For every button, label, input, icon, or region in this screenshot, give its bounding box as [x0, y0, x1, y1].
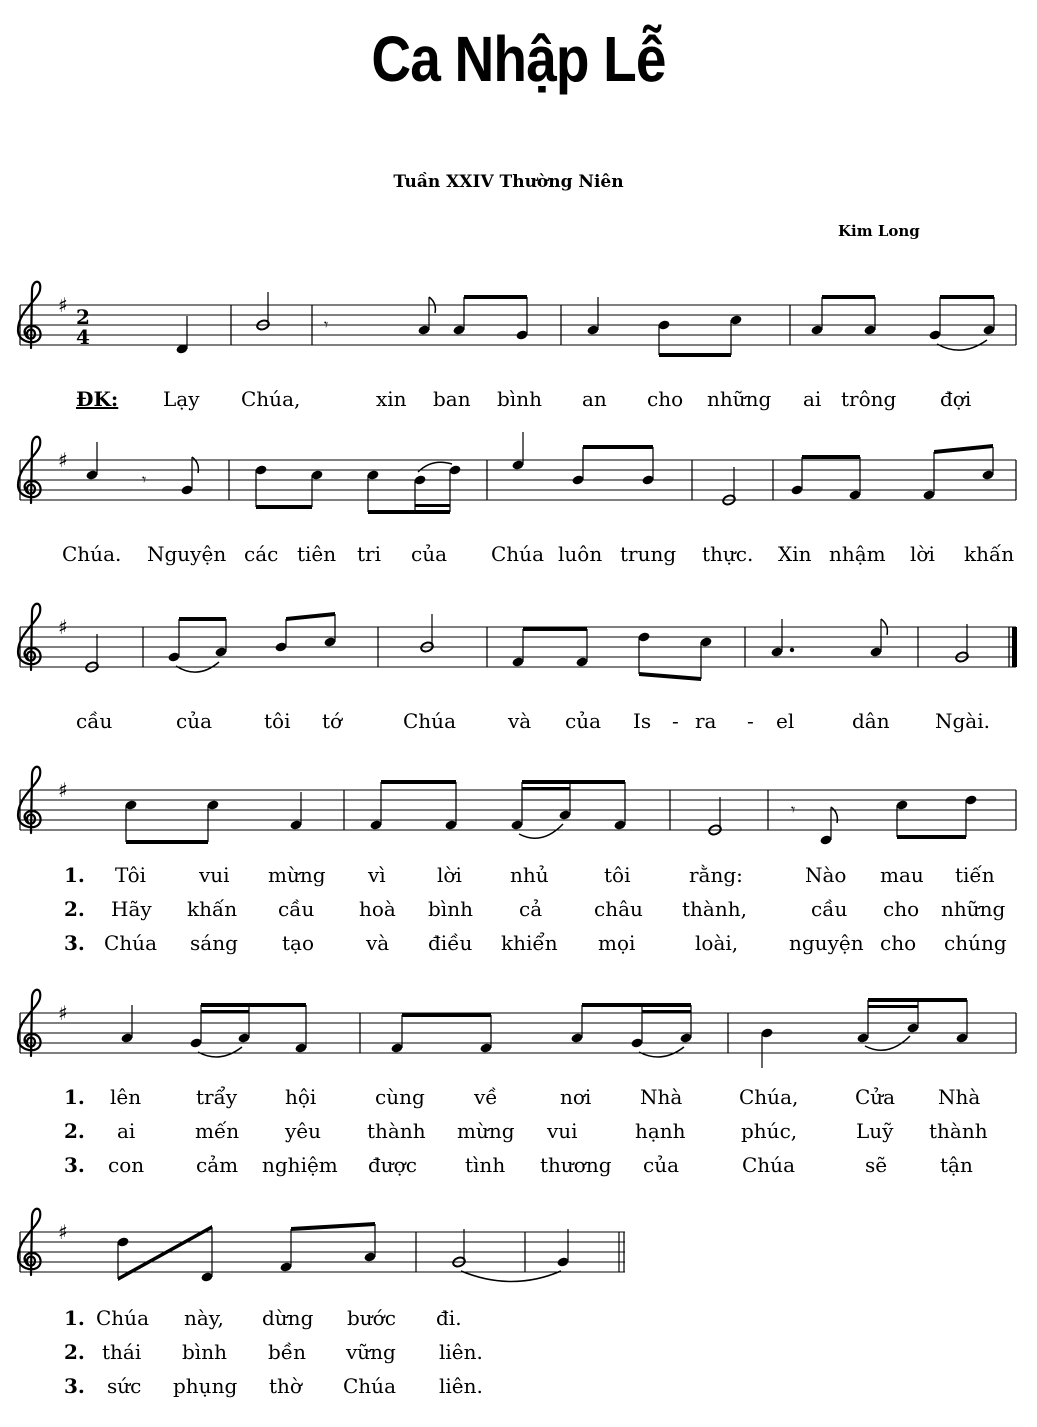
svg-text:cho: cho: [647, 387, 684, 411]
svg-text:3.: 3.: [64, 1374, 85, 1398]
svg-text:Chúa: Chúa: [491, 542, 544, 566]
staff-lines: [20, 1232, 625, 1272]
svg-text:con: con: [108, 1153, 145, 1177]
svg-text:trẩy: trẩy: [196, 1085, 238, 1109]
svg-text:những: những: [941, 897, 1006, 921]
lyrics-system-2: [62, 542, 1014, 566]
svg-text:lời: lời: [910, 542, 935, 566]
svg-text:nguyện: nguyện: [789, 931, 864, 955]
svg-text:Xin: Xin: [778, 542, 812, 566]
svg-text:loài,: loài,: [695, 931, 739, 955]
svg-text:phúc,: phúc,: [741, 1119, 798, 1143]
svg-text:và: và: [508, 709, 532, 733]
svg-text:1.: 1.: [64, 1085, 85, 1109]
composer-name: Kim Long: [838, 222, 920, 240]
svg-text:thành,: thành,: [682, 897, 747, 921]
svg-text:Cửa: Cửa: [855, 1085, 896, 1109]
svg-text:này,: này,: [184, 1306, 224, 1330]
svg-text:cầu: cầu: [76, 709, 113, 733]
svg-text:Chúa: Chúa: [343, 1374, 396, 1398]
svg-text:Hãy: Hãy: [111, 897, 152, 921]
svg-text:bình: bình: [182, 1340, 227, 1364]
svg-text:nơi: nơi: [560, 1085, 592, 1109]
svg-text:tiên: tiên: [297, 542, 337, 566]
lyrics-system-6: [64, 1306, 483, 1398]
svg-text:liên.: liên.: [439, 1374, 483, 1398]
svg-text:Nhà: Nhà: [938, 1085, 981, 1109]
system-4: [18, 767, 1016, 846]
lyrics-system-3: [76, 709, 990, 733]
svg-text:mến: mến: [195, 1119, 240, 1143]
svg-text:xin: xin: [376, 387, 407, 411]
svg-text:mừng: mừng: [457, 1119, 515, 1143]
svg-text:cầu: cầu: [278, 897, 315, 921]
svg-text:nghiệm: nghiệm: [262, 1153, 338, 1177]
song-title: Ca Nhập Lễ: [371, 23, 666, 95]
svg-text:bền: bền: [268, 1340, 306, 1364]
svg-text:cùng: cùng: [375, 1085, 425, 1109]
svg-text:khấn: khấn: [187, 897, 238, 921]
svg-text:mừng: mừng: [268, 863, 326, 887]
svg-text:luôn: luôn: [558, 542, 603, 566]
svg-text:của: của: [411, 542, 448, 566]
svg-text:khấn: khấn: [964, 542, 1015, 566]
time-sig-top: 2: [76, 305, 90, 329]
svg-text:thương: thương: [540, 1153, 612, 1177]
sharp-icon: ♯: [58, 448, 68, 472]
time-sig-bottom: 4: [76, 325, 90, 349]
sharp-icon: ♯: [58, 778, 68, 802]
svg-text:Chúa.: Chúa.: [62, 542, 122, 566]
svg-text:1.: 1.: [64, 863, 85, 887]
svg-text:2.: 2.: [64, 1340, 85, 1364]
svg-text:2.: 2.: [64, 1119, 85, 1143]
svg-text:ai: ai: [803, 387, 822, 411]
svg-text:Is: Is: [633, 709, 652, 733]
svg-text:hội: hội: [285, 1085, 317, 1109]
svg-text:khiển: khiển: [501, 931, 558, 955]
sharp-icon: ♯: [58, 293, 68, 317]
svg-text:sẽ: sẽ: [865, 1153, 888, 1177]
svg-text:châu: châu: [594, 897, 643, 921]
svg-text:ban: ban: [433, 387, 471, 411]
svg-text:vì: vì: [368, 863, 386, 887]
refrain-label: ĐK:: [76, 387, 119, 411]
svg-text:cả: cả: [519, 897, 543, 921]
svg-text:lên: lên: [110, 1085, 142, 1109]
svg-text:tôi: tôi: [604, 863, 631, 887]
system-1: [18, 282, 1016, 357]
svg-text:ai: ai: [117, 1119, 136, 1143]
svg-text:3.: 3.: [64, 931, 85, 955]
svg-text:của: của: [176, 709, 213, 733]
svg-text:và: và: [366, 931, 390, 955]
song-subtitle: Tuần XXIV Thường Niên: [393, 172, 624, 192]
system-2: [18, 432, 1016, 514]
svg-text:dừng: dừng: [262, 1306, 314, 1330]
svg-text:cho: cho: [883, 897, 920, 921]
svg-text:Chúa: Chúa: [742, 1153, 795, 1177]
sharp-icon: ♯: [58, 1220, 68, 1244]
svg-text:thành: thành: [367, 1119, 426, 1143]
svg-text:trông: trông: [841, 387, 897, 411]
dot-icon: [790, 648, 794, 652]
svg-text:thực.: thực.: [702, 542, 754, 566]
svg-text:el: el: [776, 709, 795, 733]
svg-text:Chúa: Chúa: [403, 709, 456, 733]
system-5: [18, 990, 1016, 1068]
staff-lines: [20, 305, 1016, 345]
notes: [85, 432, 994, 514]
svg-text:điều: điều: [428, 931, 473, 955]
sharp-icon: ♯: [58, 1001, 68, 1025]
lyrics-system-5: [64, 1085, 988, 1177]
svg-text:vui: vui: [547, 1119, 578, 1143]
svg-text:tạo: tạo: [282, 931, 315, 955]
svg-text:Nhà: Nhà: [640, 1085, 683, 1109]
svg-text:an: an: [582, 387, 607, 411]
svg-text:sáng: sáng: [190, 931, 238, 955]
svg-text:mau: mau: [880, 863, 924, 887]
svg-text:tri: tri: [357, 542, 381, 566]
svg-text:ra: ra: [695, 709, 717, 733]
svg-text:thờ: thờ: [269, 1374, 302, 1398]
svg-text:-: -: [747, 709, 754, 733]
svg-text:Nào: Nào: [805, 863, 847, 887]
sharp-icon: ♯: [58, 615, 68, 639]
svg-text:tình: tình: [465, 1153, 506, 1177]
svg-text:đợi: đợi: [940, 387, 972, 411]
svg-text:vui: vui: [199, 863, 230, 887]
svg-text:được: được: [368, 1153, 417, 1177]
svg-text:cho: cho: [880, 931, 917, 955]
svg-text:các: các: [244, 542, 279, 566]
svg-text:của: của: [565, 709, 602, 733]
svg-text:bình: bình: [428, 897, 473, 921]
svg-text:hoà: hoà: [359, 897, 396, 921]
tie: [461, 1271, 561, 1282]
final-barline: [1012, 627, 1017, 667]
eighth-rest-icon: 𝄾: [324, 315, 329, 334]
svg-text:bước: bước: [347, 1306, 396, 1330]
svg-text:về: về: [474, 1085, 498, 1109]
lyrics-system-1: [76, 387, 971, 411]
svg-text:3.: 3.: [64, 1153, 85, 1177]
svg-text:mọi: mọi: [598, 931, 636, 955]
system-3: [18, 604, 1017, 681]
svg-text:phụng: phụng: [173, 1374, 238, 1398]
svg-text:của: của: [643, 1153, 680, 1177]
svg-text:bình: bình: [497, 387, 542, 411]
svg-text:dân: dân: [852, 709, 890, 733]
svg-text:Lạy: Lạy: [163, 387, 200, 411]
svg-text:tiến: tiến: [955, 863, 995, 887]
svg-text:nhậm: nhậm: [829, 542, 886, 566]
svg-text:đi.: đi.: [436, 1306, 462, 1330]
svg-text:tớ: tớ: [322, 709, 343, 733]
svg-text:liên.: liên.: [439, 1340, 483, 1364]
svg-text:Chúa: Chúa: [104, 931, 157, 955]
svg-text:sức: sức: [107, 1374, 142, 1398]
svg-text:tôi: tôi: [264, 709, 291, 733]
svg-text:Chúa: Chúa: [96, 1306, 149, 1330]
svg-text:hạnh: hạnh: [635, 1119, 686, 1143]
svg-text:vững: vững: [346, 1340, 396, 1364]
svg-text:cầu: cầu: [811, 897, 848, 921]
svg-text:những: những: [707, 387, 772, 411]
svg-text:tận: tận: [940, 1153, 973, 1177]
svg-text:nhủ: nhủ: [510, 863, 549, 887]
svg-text:cảm: cảm: [196, 1153, 239, 1177]
system-6: [18, 1209, 625, 1283]
svg-text:Nguyện: Nguyện: [147, 542, 227, 566]
svg-text:Chúa,: Chúa,: [241, 387, 301, 411]
svg-text:yêu: yêu: [285, 1119, 322, 1143]
svg-text:Luỹ: Luỹ: [856, 1119, 894, 1143]
svg-text:-: -: [672, 709, 679, 733]
svg-text:1.: 1.: [64, 1306, 85, 1330]
svg-text:thái: thái: [102, 1340, 142, 1364]
lyrics-system-4: [64, 863, 1007, 955]
eighth-rest-icon: 𝄾: [791, 800, 796, 819]
svg-text:Ngài.: Ngài.: [935, 709, 990, 733]
svg-text:2.: 2.: [64, 897, 85, 921]
svg-text:chúng: chúng: [944, 931, 1007, 955]
svg-text:thành: thành: [929, 1119, 988, 1143]
svg-text:rằng:: rằng:: [689, 863, 743, 887]
svg-text:Chúa,: Chúa,: [739, 1085, 799, 1109]
beam: [118, 1225, 212, 1281]
svg-text:Tôi: Tôi: [115, 863, 147, 887]
eighth-rest-icon: 𝄾: [142, 470, 147, 489]
svg-text:trung: trung: [620, 542, 677, 566]
svg-text:lời: lời: [437, 863, 462, 887]
